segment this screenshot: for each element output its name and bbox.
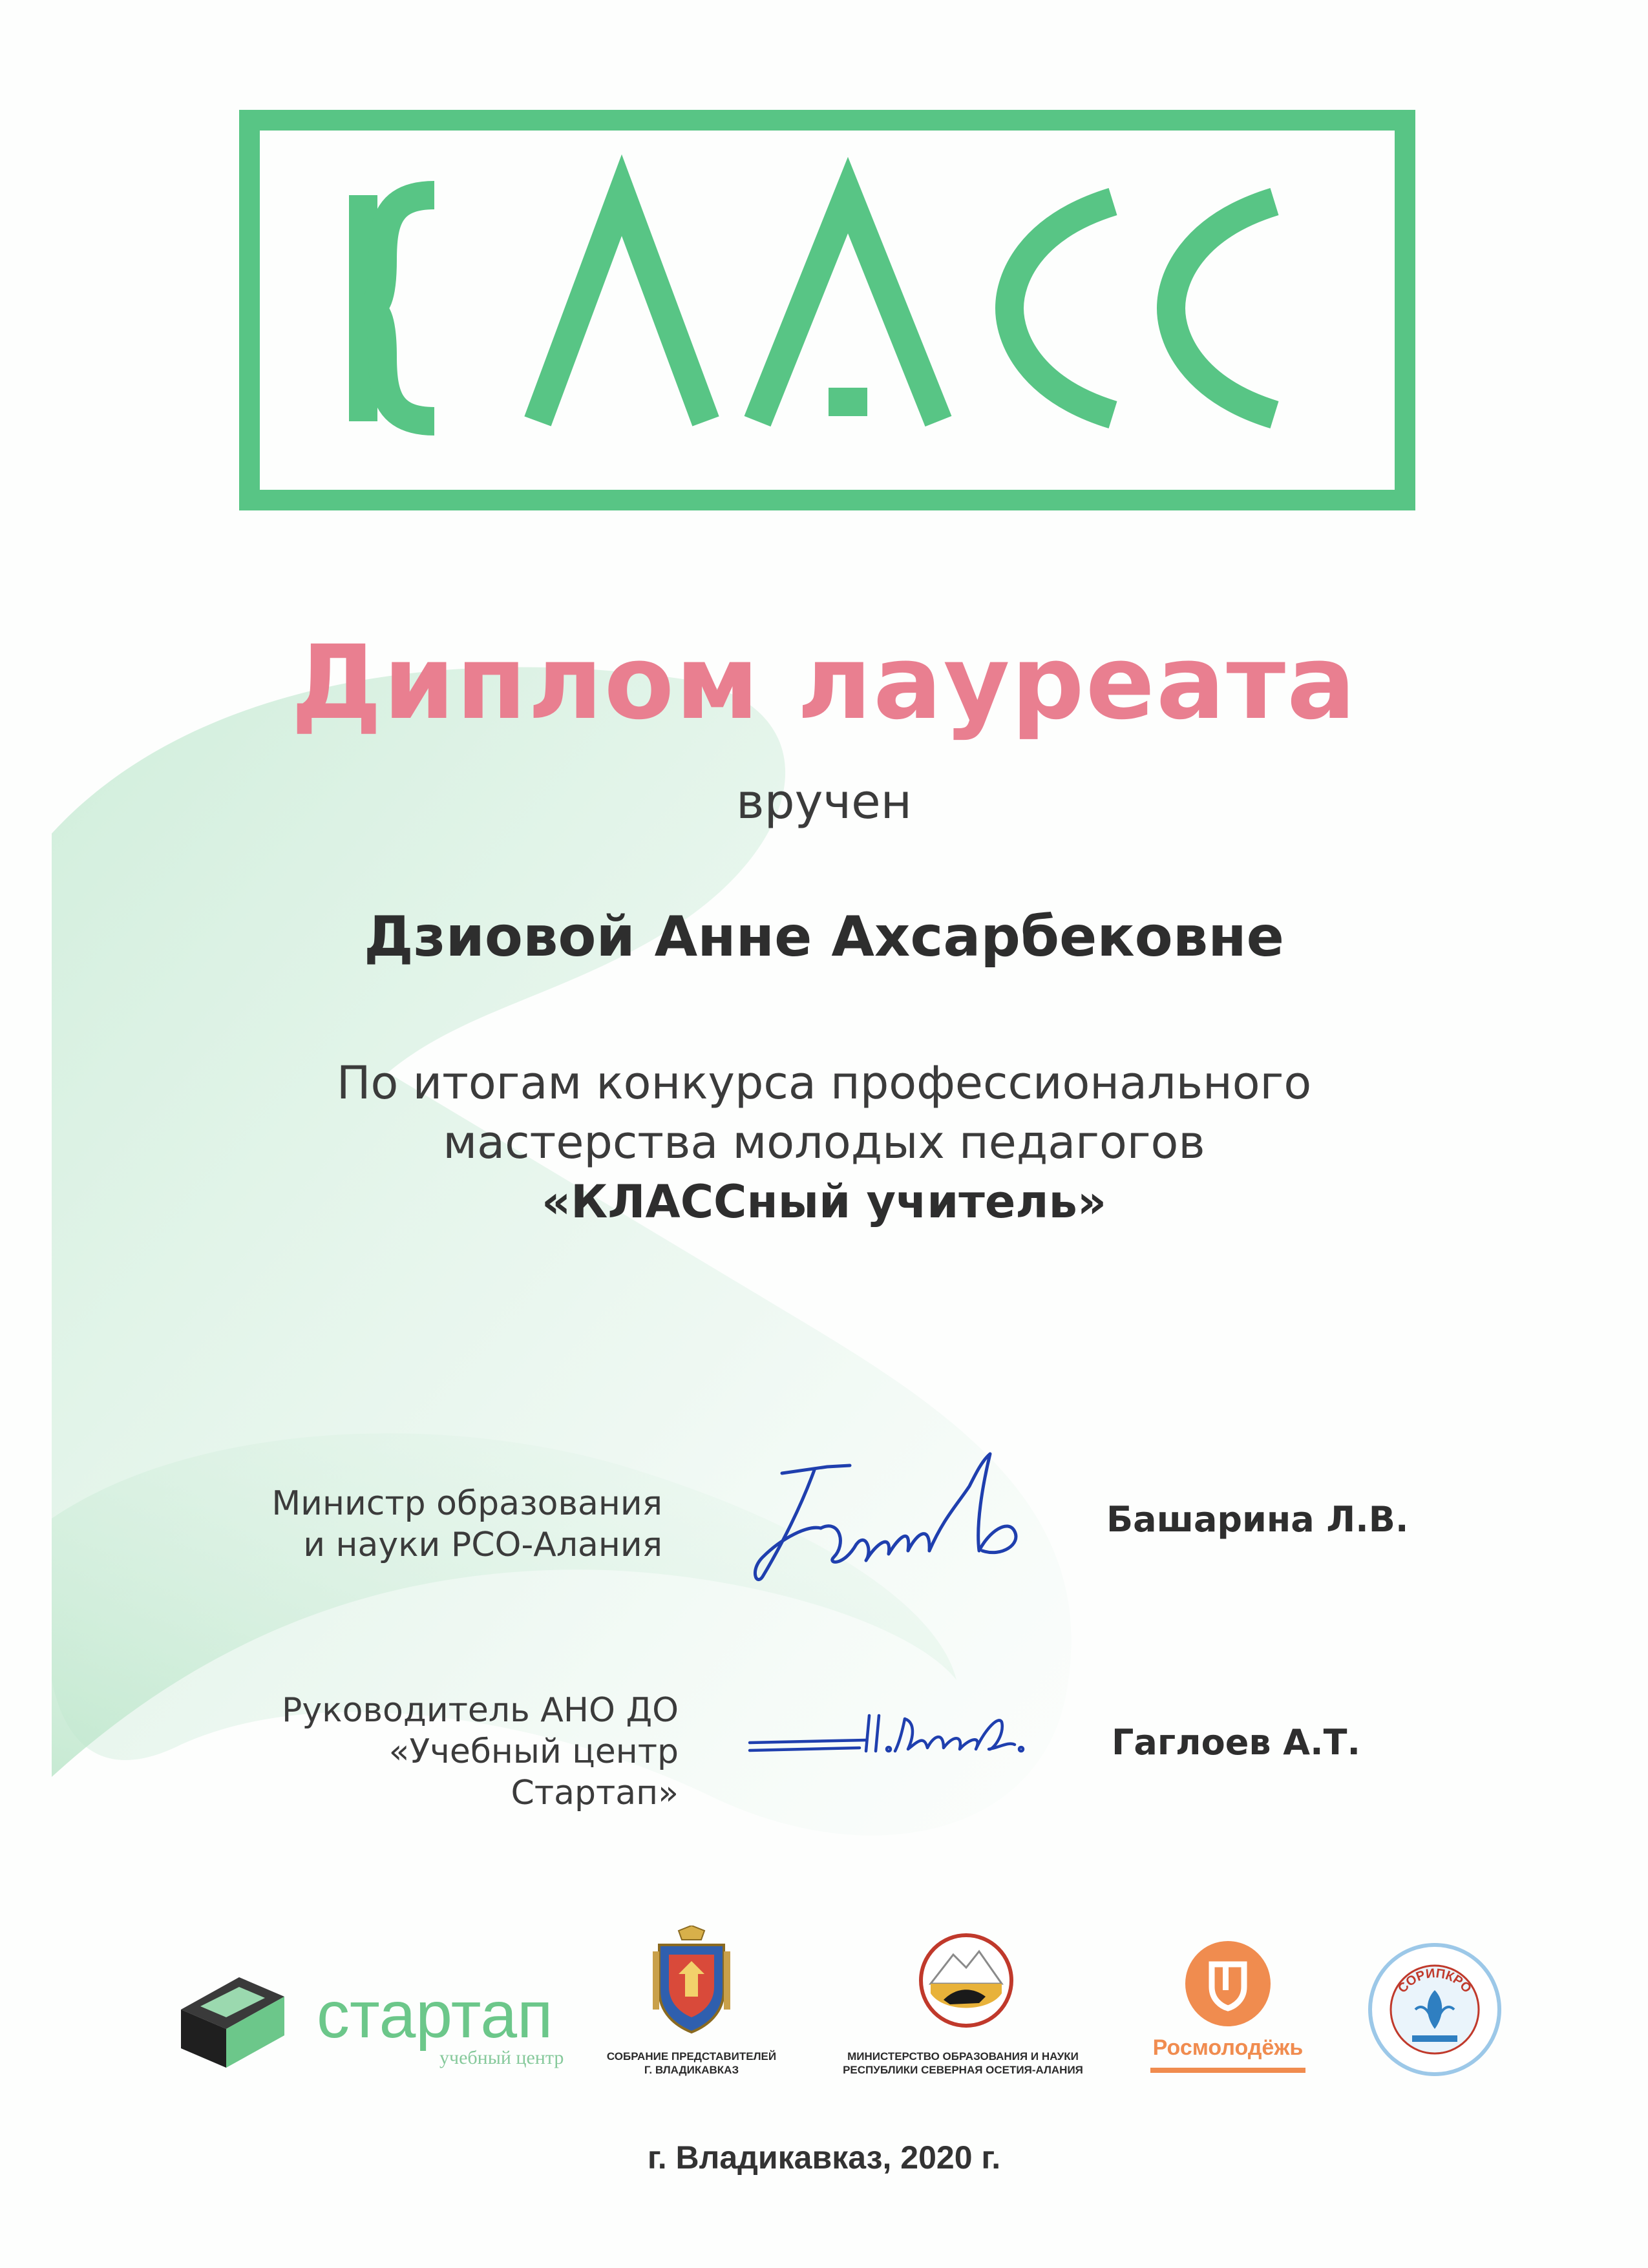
ministry-emblem-icon — [918, 1932, 1015, 2029]
rosmolodezh-word: Росмолодёжь — [1152, 2035, 1304, 2060]
ministry-caption — [821, 2050, 1105, 2077]
signatory-2-role-line-1: Руководитель АНО ДО — [282, 1691, 679, 1730]
contest-name: «КЛАССный учитель» — [541, 1175, 1107, 1228]
startap-logo-icon — [168, 1971, 297, 2074]
vladikavkaz-assembly-logo — [588, 1926, 795, 2081]
assembly-caption-line-1: СОБРАНИЕ ПРЕДСТАВИТЕЛЕЙ — [606, 2050, 777, 2063]
place-and-date: г. Владикавказ, 2020 г. — [647, 2139, 1001, 2176]
signature-2-handwritten — [743, 1703, 1041, 1774]
awarded-label: вручен — [735, 774, 912, 830]
ministry-education-logo — [821, 1932, 1105, 2087]
rosmolodezh-logo — [1137, 1938, 1318, 2087]
soripkro-logo — [1364, 1938, 1506, 2081]
klass-logo — [239, 110, 1415, 510]
signatory-2-role — [239, 1690, 679, 1814]
coat-of-arms-icon — [650, 1926, 734, 2035]
signatory-2-role-line-2: «Учебный центр Стартап» — [388, 1732, 679, 1812]
signatory-1-role-line-2: и науки РСО-Алания — [303, 1526, 662, 1564]
partner-logos — [149, 1926, 1538, 2106]
recipient-name: Дзиовой Анне Ахсарбековне — [364, 905, 1284, 969]
startap-word: стартап — [317, 1978, 553, 2052]
signatory-1-role — [223, 1483, 662, 1566]
startap-subtitle: учебный центр — [439, 2047, 564, 2068]
soripkro-word: СОРИПКРО — [1395, 1966, 1474, 1996]
reason-line-2: мастерства молодых педагогов — [443, 1116, 1205, 1169]
signatory-1-name: Башарина Л.В. — [1106, 1499, 1409, 1540]
rosmolodezh-icon — [1183, 1938, 1273, 2029]
ministry-caption-line-1: МИНИСТЕРСТВО ОБРАЗОВАНИЯ И НАУКИ — [847, 2050, 1079, 2063]
startap-logo — [168, 1964, 588, 2094]
ministry-caption-line-2: РЕСПУБЛИКИ СЕВЕРНАЯ ОСЕТИЯ-АЛАНИЯ — [843, 2064, 1083, 2076]
klass-logo-mark — [260, 131, 1395, 490]
signatory-1-role-line-1: Министр образования — [271, 1484, 662, 1523]
signature-1-handwritten — [737, 1447, 1073, 1602]
award-reason — [259, 1053, 1389, 1232]
diploma-title: Диплом лауреата — [291, 624, 1357, 742]
soripkro-seal-icon — [1364, 1938, 1506, 2081]
assembly-caption-line-2: Г. ВЛАДИКАВКАЗ — [644, 2064, 739, 2076]
reason-line-1: По итогам конкурса профессионального — [336, 1056, 1312, 1109]
rosmolodezh-underline — [1150, 2068, 1305, 2073]
assembly-caption — [588, 2050, 795, 2077]
signatory-2-name: Гаглоев А.Т. — [1112, 1722, 1360, 1763]
